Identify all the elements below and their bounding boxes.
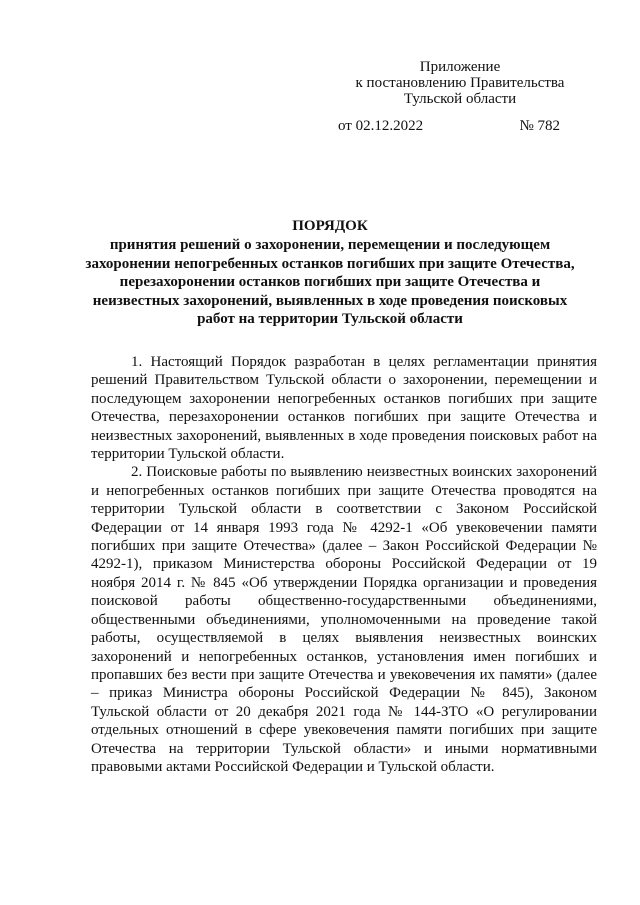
appendix-block — [320, 59, 600, 107]
order-date: от 02.12.2022 — [338, 118, 424, 134]
paragraph-2: 2. Поисковые работы по выявлению неизвестных воинских захоронений и непогребенных останков погибших при защите Отечества проводятся на территории Тульской области в соответствии с Законом Российской Федерации от 14 января 1993 года № 4292-1 «Об увековечении памяти погибших при защите Отечества» (далее – Закон Российской Федерации № 4292-1), приказом Министерства обороны Российской Федерации от 19 ноября 2014 г. № 845 «Об утверждении Порядка организации и проведения поисковой работы общественно-государственными объединениями, общественными объединениями, уполномоченными на проведение такой работы, осуществляемой в целях выявления неизвестных воинских захоронений и непогребенных останков, установления имен погибших и пропавших без вести при защите Отечества и увековечения их памяти» (далее – приказ Министра обороны Российской Федерации № 845), Законом Тульской области от 20 декабря 2021 года № 144-ЗТО «О регулировании отдельных отношений в сфере увековечения памяти погибших при защите Отечества на территории Тульской области» и иными нормативными правовыми актами Российской Федерации и Тульской области. — [91, 464, 597, 775]
appendix-line: Тульской области — [403, 91, 517, 107]
order-number: № 782 — [519, 118, 560, 134]
appendix-line: к постановлению Правительства — [355, 75, 565, 91]
document-title: ПОРЯДОК — [292, 218, 368, 234]
document-body — [91, 353, 597, 776]
paragraph-1: 1. Настоящий Порядок разработан в целях регламентации принятия решений Правительством Тульской области о захоронении, перемещении и последующем захоронении непогребенных останков погибших при защите Отечества, перезахоронении останков погибших при защите Отечества и неизвестных захоронений, выявленных в ходе проведения поисковых работ на территории Тульской области. — [91, 354, 597, 463]
document-subtitle: принятия решений о захоронении, перемещении и последующем захоронении непогребенных останков погибших при защите Отечества, перезахоронении останков погибших при защите Отечества и неизвестных захоронений, выявленных в ходе проведения поисковых работ на территории Тульской области — [85, 237, 575, 328]
appendix-line: Приложение — [419, 59, 501, 75]
